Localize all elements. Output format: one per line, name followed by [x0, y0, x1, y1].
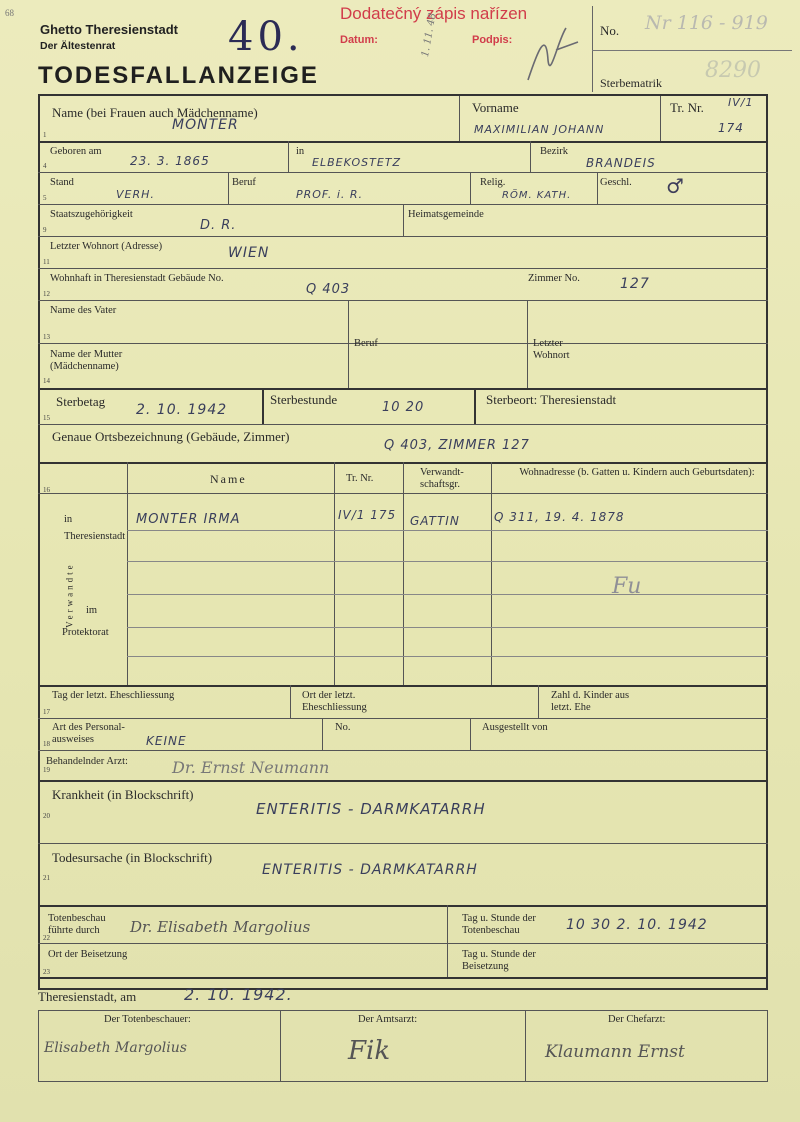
- ehe-ort-label: Ort der letzt. Eheschliessung: [302, 690, 367, 714]
- zimmer-value: 127: [620, 276, 650, 292]
- heimat-label: Heimatsgemeinde: [408, 209, 484, 220]
- sterbetag-label: Sterbetag: [56, 394, 106, 409]
- protektorat-label: Protektorat: [62, 627, 109, 638]
- in-value: ELBEKOSTETZ: [312, 156, 402, 169]
- stamp-text: Dodatečný zápis nařízen: [340, 4, 528, 23]
- beisetzung-ort-label: Ort der Beisetzung: [48, 949, 128, 960]
- relative-name: MONTER IRMA: [136, 512, 241, 527]
- relig-label: Relig.: [480, 177, 506, 188]
- zimmer-label: Zimmer No.: [528, 273, 580, 284]
- ausweis-value: KEINE: [146, 734, 187, 748]
- vorname-label: Vorname: [472, 100, 519, 115]
- sterbematrik-label: Sterbematrik: [600, 76, 662, 90]
- in-label: in: [296, 146, 305, 157]
- stamp-signature-scribble: [518, 20, 588, 90]
- name-label: Name (bei Frauen auch Mädchenname): [52, 105, 258, 120]
- no-label: No.: [600, 23, 620, 38]
- stand-label: Stand: [50, 177, 74, 188]
- vater-label: Name des Vater: [50, 305, 117, 316]
- geboren-label: Geboren am: [50, 146, 102, 157]
- krankheit-value: ENTERITIS - DARMKATARRH: [256, 800, 486, 818]
- geschl-value: ♂: [666, 174, 684, 198]
- ausweis-label: Art des Personal-ausweises: [52, 722, 125, 746]
- place-label: Theresienstadt, am: [38, 989, 137, 1004]
- wohnort-label: Letzter Wohnort (Adresse): [50, 241, 163, 252]
- rel-name-header: Name: [210, 472, 247, 486]
- wohnort-value: WIEN: [228, 245, 270, 261]
- arzt-label: Behandelnder Arzt:: [46, 756, 128, 767]
- trnr-value: 174: [718, 121, 744, 135]
- parent-beruf-label: Beruf: [354, 338, 378, 349]
- beschau-tag-value: 10 30 2. 10. 1942: [566, 917, 708, 933]
- arzt-value: Dr. Ernst Neumann: [172, 758, 330, 777]
- beisetzung-tag-label: Tag u. Stunde der Beisetzung: [462, 949, 536, 973]
- mutter-label: Name der Mutter (Mädchenname): [50, 349, 123, 373]
- sterbeort-label: Sterbeort: Theresienstadt: [486, 392, 617, 407]
- parent-wohnort-label: Letzter Wohnort: [533, 338, 570, 362]
- bezirk-value: BRANDEIS: [586, 156, 656, 170]
- sterbestunde-value: 10 20: [382, 400, 425, 415]
- ausweis-no-label: No.: [335, 722, 351, 733]
- staat-value: D. R.: [200, 218, 237, 233]
- geboren-value: 23. 3. 1865: [130, 154, 210, 168]
- gebaeude-label: Wohnhaft in Theresienstadt Gebäude No.: [50, 273, 224, 284]
- rel-wohn-header: Wohnadresse (b. Gatten u. Kindern auch Geburtsdaten):: [519, 467, 755, 478]
- ursache-label: Todesursache (in Blockschrift): [52, 850, 213, 865]
- bezirk-label: Bezirk: [540, 146, 568, 157]
- sterbematrik-value: 8290: [705, 58, 761, 83]
- rel-trnr-header: Tr. Nr.: [346, 473, 374, 484]
- relative-verw: GATTIN: [410, 514, 460, 528]
- chefarzt-signature: Klaumann Ernst: [545, 1042, 685, 1062]
- stamp-date-handwritten: 1. 11. 48: [420, 12, 439, 58]
- in-there-label: in Theresienstadt: [64, 514, 126, 542]
- beschau-value: Dr. Elisabeth Margolius: [130, 918, 311, 936]
- geschl-label: Geschl.: [600, 177, 632, 188]
- kinder-label: Zahl d. Kinder aus letzt. Ehe: [551, 690, 630, 714]
- document-title: TODESFALLANZEIGE: [38, 62, 319, 89]
- trnr-value-top: IV/1: [728, 96, 754, 109]
- ort-label: Genaue Ortsbezeichnung (Gebäude, Zimmer): [52, 429, 290, 444]
- ursache-value: ENTERITIS - DARMKATARRH: [262, 862, 478, 878]
- relative-wohn: Q 311, 19. 4. 1878: [494, 510, 625, 524]
- document-page: 68 Ghetto Theresienstadt Der Ältestenrat TODESFALLANZEIGE 40. Dodatečný zápis nařízen Datum: 1. 11. 48 Podpis: No. Nr 116 - 919 Sterbematrik 8290 Name (bei Frauen auch Mädchenname) MONTER Vorname MAXIMILIAN JOHANN Tr. Nr. IV/1 174 Geboren am 23. 3. 1865 in ELBEKOSTETZ Bezirk BRANDEIS Stand VERH. Beruf PROF. i. R. Relig. RÖM. KATH. Geschl. ♂ Staatszugehörigkeit D. R. Heimatsgemeinde Letzter Wohnort (Adresse) WIEN Wohnhaft in Theresienstadt Gebäude No. Q 403 Zimmer No. 127 Name des Vater Name der Mutter (Mädchenname) Beruf Letzter Wohnort Sterbetag 2. 10. 1942 Sterbestunde 10 20 Sterbeort: Theresienstadt Genaue Ortsbezeichnung (Gebäude, Zimmer) Q 403, ZIMMER 127 Name Tr. Nr. Verwandt-schaftsgr. Wohnadresse (b. Gatten u. Kindern auch Geburtsdaten): in Theresienstadt im Protektorat Verwandte MONTER IRMA IV/1 175 GATTIN Q 311, 19. 4. 1878 Fu Tag der letzt. Eheschliessung Ort der letzt. Eheschliessung Zahl d. Kinder aus letzt. Ehe Art des Personal-ausweises KEINE No. Ausgestellt von Behandelnder Arzt: Dr. Ernst Neumann Krankheit (in Blockschrift) ENTERITIS - DARMKATARRH Todesursache (in Blockschrift) ENTERITIS - DARMKATARRH Totenbeschau führte durch Dr. Elisabeth Margolius Tag u. Stunde der Totenbeschau 10 30 2. 10. 1942 Ort der Beisetzung Tag u. Stunde der Beisetzung Theresienstadt, am 2. 10. 1942. Der Totenbeschauer: Elisabeth Margolius Der Amtsarzt: Fik Der Chefarzt: Klaumann Ernst 1 4 5 9 11 12 13 14 15 16 17 18 19 20 21 22 23: [0, 0, 800, 1122]
- verwandte-side-label: Verwandte: [64, 562, 75, 628]
- stand-value: VERH.: [116, 188, 155, 201]
- beschauer-signature: Elisabeth Margolius: [44, 1040, 187, 1056]
- sterbestunde-label: Sterbestunde: [270, 392, 338, 407]
- name-value: MONTER: [172, 117, 239, 133]
- beschau-tag-label: Tag u. Stunde der Totenbeschau: [462, 913, 536, 937]
- im-label: im: [86, 605, 98, 616]
- ort-value: Q 403, ZIMMER 127: [384, 438, 530, 453]
- sterbetag-value: 2. 10. 1942: [136, 402, 228, 418]
- krankheit-label: Krankheit (in Blockschrift): [52, 787, 194, 802]
- ghetto-name: Ghetto Theresienstadt: [40, 22, 178, 37]
- office-name: Der Ältestenrat: [40, 40, 116, 52]
- stamp-podpis-label: Podpis:: [472, 34, 513, 46]
- chefarzt-label: Der Chefarzt:: [608, 1014, 666, 1025]
- beruf-label: Beruf: [232, 177, 256, 188]
- no-value: Nr 116 - 919: [645, 12, 768, 34]
- amtsarzt-label: Der Amtsarzt:: [358, 1014, 418, 1025]
- beruf-value: PROF. i. R.: [296, 188, 364, 201]
- big-handwritten-number: 40.: [228, 14, 304, 60]
- relative-trnr: IV/1 175: [338, 508, 397, 522]
- stamp-datum-label: Datum:: [340, 34, 378, 46]
- ausgestellt-label: Ausgestellt von: [482, 722, 548, 733]
- staat-label: Staatszugehörigkeit: [50, 209, 133, 220]
- gebaeude-value: Q 403: [306, 282, 351, 297]
- place-date: 2. 10. 1942.: [184, 985, 293, 1004]
- relig-value: RÖM. KATH.: [502, 190, 572, 201]
- corner-mark: 68: [5, 8, 14, 18]
- rel-verw-header: Verwandt-schaftsgr.: [420, 467, 464, 491]
- vorname-value: MAXIMILIAN JOHANN: [474, 123, 605, 136]
- ehe-tag-label: Tag der letzt. Eheschliessung: [52, 690, 175, 701]
- amtsarzt-signature: Fik: [348, 1036, 391, 1066]
- trnr-label: Tr. Nr.: [670, 100, 704, 115]
- beschauer-label: Der Totenbeschauer:: [104, 1014, 191, 1025]
- relatives-signature: Fu: [612, 574, 642, 599]
- beschau-label: Totenbeschau führte durch: [48, 913, 106, 937]
